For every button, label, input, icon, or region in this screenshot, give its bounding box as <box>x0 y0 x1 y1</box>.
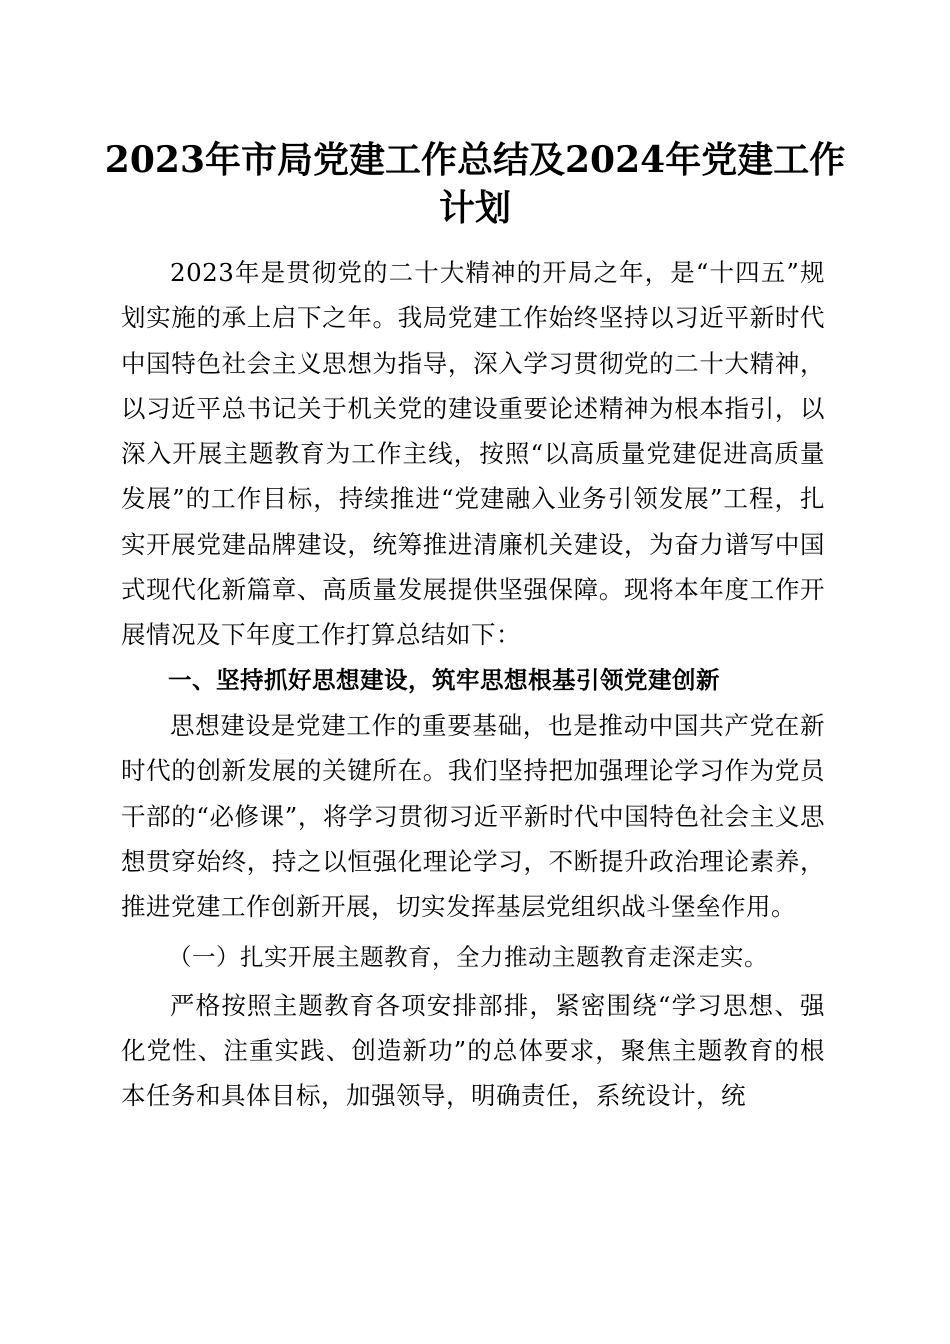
document-body <box>121 250 825 1119</box>
section-1-heading: 一、坚持抓好思想建设，筑牢思想根基引领党建创新 <box>168 665 720 694</box>
document-title: 2023年市局党建工作总结及2024年党建工作计划 <box>104 139 846 229</box>
subsection-1-heading: （一）扎实开展主题教育，全力推动主题教育走深走实。 <box>168 943 768 972</box>
intro-paragraph: 2023年是贯彻党的二十大精神的开局之年，是“十四五”规划实施的承上启下之年。我局党建工作始终坚持以习近平新时代中国特色社会主义思想为指导，深入学习贯彻党的二十大精神，以习近平总书记关于机关党的建设重要论述精神为根本指引，以深入开展主题教育为工作主线，按照“以高质量党建促进高质量发展”的工作目标，持续推进“党建融入业务引领发展”工程，扎实开展党建品牌建设，统筹推进清廉机关建设，为奋力谱写中国式现代化新篇章、高质量发展提供坚强保障。现将本年度工作开展情况及下年度工作打算总结如下： <box>121 258 825 650</box>
subsection-1-paragraph: 严格按照主题教育各项安排部排，紧密围绕“学习思想、强化党性、注重实践、创造新功”的总体要求，聚焦主题教育的根本任务和具体目标，加强领导，明确责任，系统设计，统 <box>121 990 825 1111</box>
section-1-paragraph: 思想建设是党建工作的重要基础，也是推动中国共产党在新时代的创新发展的关键所在。我们坚持把加强理论学习作为党员干部的“必修课”，将学习贯彻习近平新时代中国特色社会主义思想贯穿始终，持之以恒强化理论学习，不断提升政治理论素养，推进党建工作创新开展，切实发挥基层党组织战斗堡垒作用。 <box>121 710 825 922</box>
